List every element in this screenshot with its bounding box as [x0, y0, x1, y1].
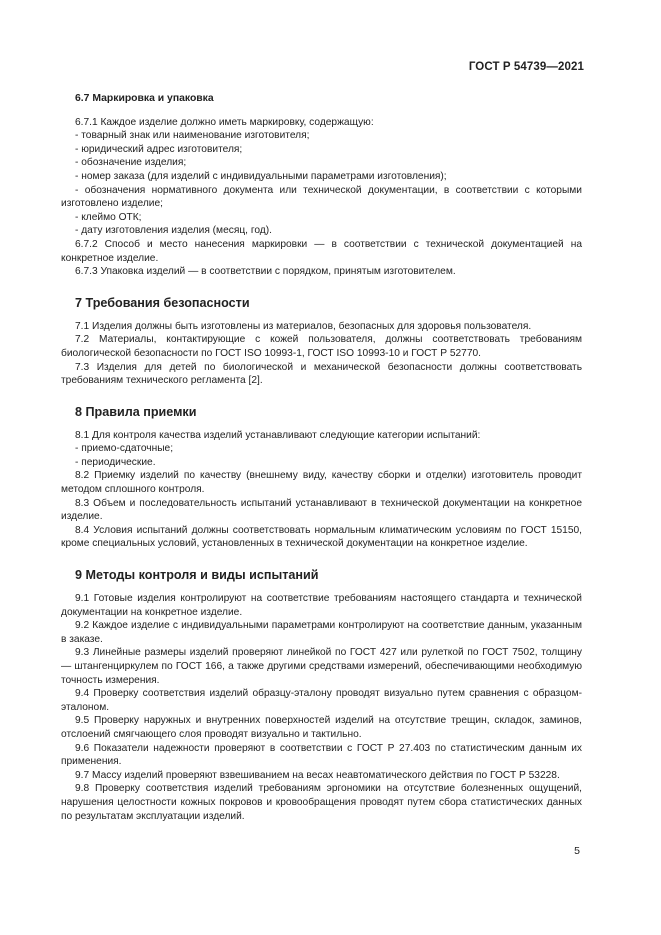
- paragraph: 7.1 Изделия должны быть изготовлены из материалов, безопасных для здоровья пользователя.: [75, 320, 532, 332]
- paragraph: 7.2 Материалы, контактирующие с кожей пользователя, должны соответствовать требованиям биологической безопасности по ГОСТ ISO 10993-1, ГОСТ ISO 10993-10 и ГОСТ Р 52770.: [61, 334, 582, 359]
- list-item: - дату изготовления изделия (месяц, год).: [75, 225, 272, 237]
- paragraph: 9.3 Линейные размеры изделий проверяют линейкой по ГОСТ 427 или рулеткой по ГОСТ 7502, толщину — штангенциркулем по ГОСТ 166, а также другими средствами измерений, обеспечивающими необходимую точность измерения.: [61, 647, 582, 686]
- section-7: [61, 295, 582, 388]
- paragraph: 9.1 Готовые изделия контролируют на соответствие требованиям настоящего стандарта и технической документации на конкретное изделие.: [61, 593, 582, 618]
- document-code: ГОСТ Р 54739—2021: [468, 61, 584, 73]
- section-heading: 8 Правила приемки: [75, 404, 197, 419]
- paragraph: 7.3 Изделия для детей по биологической и механической безопасности должны соответствовать требованиям технического регламента [2].: [61, 361, 582, 387]
- section-heading: 9 Методы контроля и виды испытаний: [75, 568, 319, 583]
- section-8: [61, 404, 582, 551]
- page-number: 5: [574, 845, 580, 857]
- section-9: [61, 567, 582, 823]
- list-item: - товарный знак или наименование изготовителя;: [75, 130, 310, 142]
- list-item: - клеймо ОТК;: [75, 211, 142, 223]
- paragraph: 8.3 Объем и последовательность испытаний устанавливают в технической документации на конкретное изделие.: [61, 497, 582, 523]
- paragraph: 9.5 Проверку наружных и внутренних поверхностей изделий на отсутствие трещин, складок, заминов, отслоений смягчающего слоя проводят визуально и тактильно.: [61, 715, 582, 740]
- paragraph: 6.7.1 Каждое изделие должно иметь маркировку, содержащую:: [75, 116, 374, 128]
- paragraph: 8.2 Приемку изделий по качеству (внешнему виду, качеству сборки и отделки) изготовитель проводит методом сплошного контроля.: [61, 470, 582, 496]
- section-heading: 7 Требования безопасности: [75, 295, 250, 310]
- document-body: [61, 92, 582, 823]
- section-heading: 6.7 Маркировка и упаковка: [75, 93, 214, 104]
- paragraph: 6.7.3 Упаковка изделий — в соответствии с порядком, принятым изготовителем.: [75, 266, 456, 278]
- list-item: - обозначение изделия;: [75, 157, 187, 169]
- paragraph: 9.4 Проверку соответствия изделий образцу-эталону проводят визуально путем сравнения с образцом-эталоном.: [61, 688, 582, 713]
- list-item: - юридический адрес изготовителя;: [75, 143, 243, 155]
- paragraph: 9.7 Массу изделий проверяют взвешиванием на весах неавтоматического действия по ГОСТ Р 53228.: [75, 769, 560, 781]
- list-item: - обозначения нормативного документа или технической документации, в соответствии с которыми изготовлено изделие;: [61, 184, 582, 210]
- paragraph: 9.6 Показатели надежности проверяют в соответствии с ГОСТ Р 27.403 по статистическим данным их применения.: [61, 742, 582, 768]
- list-item: - приемо-сдаточные;: [75, 443, 174, 455]
- paragraph: 8.1 Для контроля качества изделий устанавливают следующие категории испытаний:: [75, 429, 481, 441]
- section-6-7: [61, 92, 582, 279]
- paragraph: 9.2 Каждое изделие с индивидуальными параметрами контролируют на соответствие данным, указанным в заказе.: [61, 620, 582, 645]
- paragraph: 8.4 Условия испытаний должны соответствовать нормальным климатическим условиям по ГОСТ 15150, кроме специальных условий, установленных в технической документации на конкретное изделие.: [61, 524, 582, 550]
- list-item: - периодические.: [75, 456, 156, 468]
- list-item: - номер заказа (для изделий с индивидуальными параметрами изготовления);: [75, 170, 447, 182]
- paragraph: 6.7.2 Способ и место нанесения маркировки — в соответствии с технической документацией на конкретное изделие.: [61, 238, 582, 264]
- paragraph: 9.8 Проверку соответствия изделий требованиям эргономики на отсутствие болезненных ощущений, нарушения целостности кожных покровов и кровообращения проводят путем сбора статистических данных по результатам эксплуатации изделий.: [61, 783, 582, 822]
